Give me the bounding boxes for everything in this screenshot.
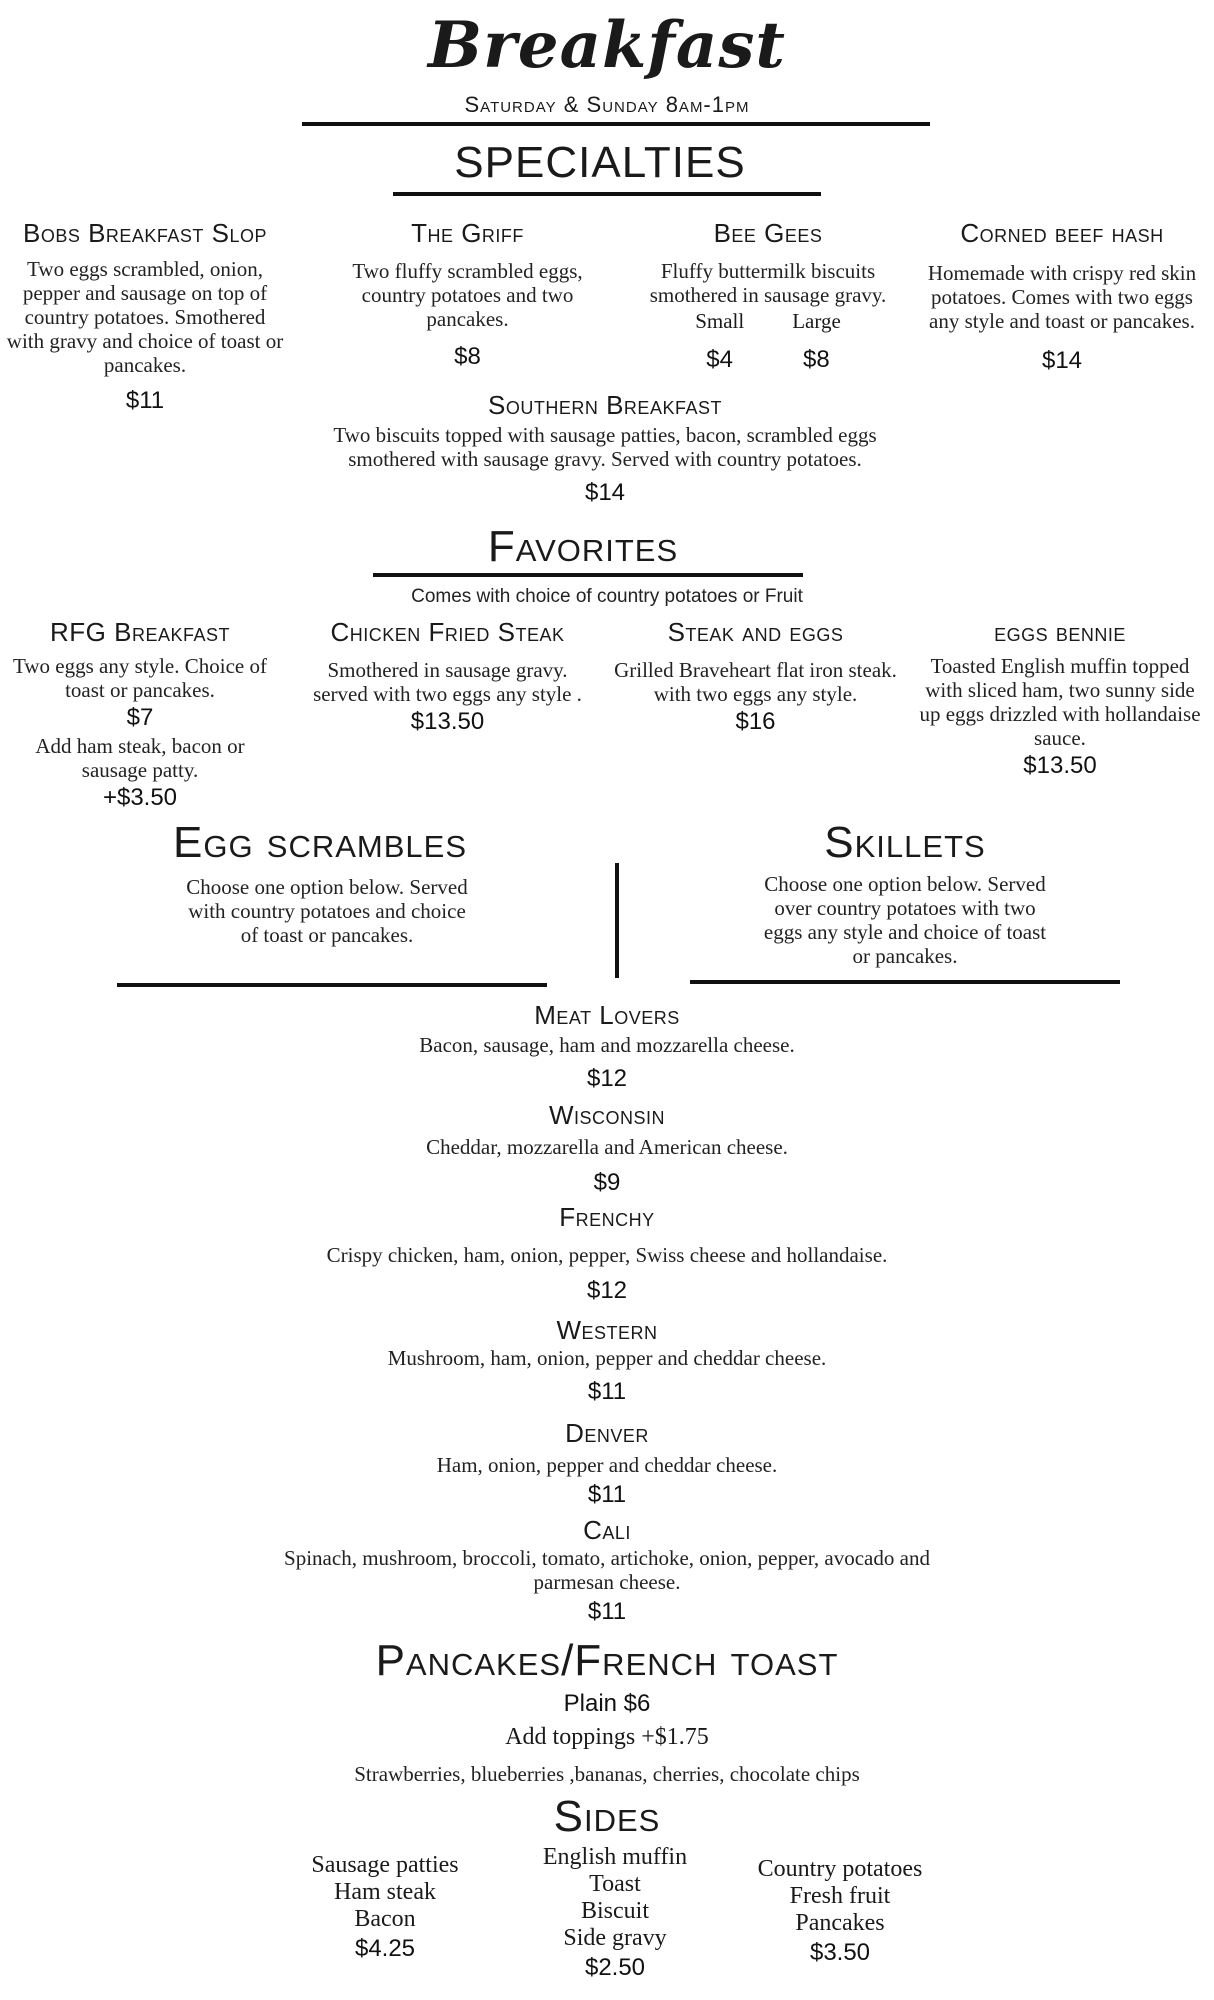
item-description: Two eggs any style. Choice of toast or pancakes. <box>13 654 267 702</box>
option-price: $11 <box>587 1378 627 1405</box>
item-name: Bee Gees <box>713 218 823 248</box>
option-item <box>257 1100 957 1197</box>
side-item: English muffin <box>542 1844 688 1870</box>
option-description: Ham, onion, pepper and cheddar cheese. <box>436 1453 778 1477</box>
skillets-title: Skillets <box>824 818 986 867</box>
sides-title: Sides <box>553 1792 661 1841</box>
price-large: $8 <box>803 346 830 373</box>
favorite-item <box>608 617 903 736</box>
option-description: Cheddar, mozzarella and American cheese. <box>426 1135 788 1159</box>
item-description: Two eggs scrambled, onion, pepper and sausage on top of country potatoes. Smothered with gravy and choice of toast or pancakes. <box>6 257 284 377</box>
header-divider <box>302 122 930 126</box>
side-item: Bacon <box>354 1906 416 1932</box>
specialty-item <box>0 218 290 415</box>
item-price: $13.50 <box>1023 752 1097 779</box>
specialty-item <box>628 218 908 374</box>
item-description: Toasted English muffin topped with sliced ham, two sunny side up eggs drizzled with hollandaise sauce. <box>919 654 1201 750</box>
option-item <box>257 1515 957 1626</box>
item-name: Bobs Breakfast Slop <box>22 218 268 248</box>
scrambles-divider <box>117 983 547 987</box>
menu-hours: Saturday & Sunday 8am-1pm <box>464 92 750 117</box>
specialty-item <box>290 390 920 507</box>
sides-group <box>510 1844 720 1982</box>
pancakes-topping-list: Strawberries, blueberries ,bananas, cherries, chocolate chips <box>354 1762 860 1786</box>
item-name: eggs bennie <box>994 617 1126 647</box>
side-price: $3.50 <box>809 1939 871 1966</box>
sides-group <box>730 1856 950 1967</box>
option-name: Wisconsin <box>548 1100 666 1130</box>
column-divider <box>615 863 619 978</box>
side-item: Country potatoes <box>757 1856 923 1882</box>
pancakes-plain: Plain $6 <box>563 1690 651 1717</box>
side-item: Side gravy <box>563 1925 667 1951</box>
option-price: $12 <box>586 1277 628 1304</box>
option-price: $11 <box>587 1598 627 1625</box>
item-description: Homemade with crispy red skin potatoes. Comes with two eggs any style and toast or pancakes. <box>927 261 1197 333</box>
specialties-divider <box>393 192 821 196</box>
item-price: $11 <box>125 387 165 414</box>
option-name: Frenchy <box>559 1202 655 1232</box>
skillets-divider <box>690 980 1120 984</box>
option-item <box>257 1000 957 1093</box>
side-item: Toast <box>589 1871 641 1897</box>
option-description: Bacon, sausage, ham and mozzarella cheese. <box>419 1033 795 1057</box>
pancakes-title: Pancakes/French toast <box>375 1636 839 1685</box>
specialty-item <box>910 218 1214 375</box>
side-item: Ham steak <box>334 1879 436 1905</box>
item-addon: Add ham steak, bacon or sausage patty. <box>35 734 245 782</box>
item-price: $13.50 <box>410 708 485 735</box>
size-small-label: Small <box>695 309 745 333</box>
menu-title: Breakfast <box>428 8 786 83</box>
side-item: Pancakes <box>795 1910 885 1936</box>
option-item <box>257 1315 957 1406</box>
item-name: The Griff <box>411 218 524 248</box>
pancakes-toppings: Add toppings +$1.75 <box>505 1724 709 1750</box>
scrambles-description: Choose one option below. Served with country potatoes and choice of toast or pancakes. <box>186 875 468 947</box>
item-addon-price: +$3.50 <box>102 784 178 811</box>
item-description: Two fluffy scrambled eggs, country potatoes and two pancakes. <box>352 259 583 331</box>
item-price: $7 <box>126 704 154 731</box>
side-price: $2.50 <box>584 1954 646 1981</box>
item-name: Southern Breakfast <box>488 390 722 420</box>
option-price: $9 <box>593 1169 621 1196</box>
skillets-description: Choose one option below. Served over country potatoes with two eggs any style and choice of toast or pancakes. <box>763 872 1047 968</box>
item-description: Two biscuits topped with sausage patties, bacon, scrambled eggs smothered with sausage gravy. Served with country potatoes. <box>333 423 877 471</box>
favorite-item <box>295 617 600 736</box>
item-price: $14 <box>584 479 626 506</box>
favorite-item <box>0 617 280 812</box>
side-price: $4.25 <box>354 1935 416 1962</box>
side-item: Fresh fruit <box>789 1883 891 1909</box>
item-name: Corned beef hash <box>960 218 1164 248</box>
size-large-label: Large <box>792 309 841 333</box>
option-price: $12 <box>586 1065 628 1092</box>
item-description: Grilled Braveheart flat iron steak. with two eggs any style. <box>614 658 897 706</box>
favorites-divider <box>373 573 803 577</box>
option-description: Crispy chicken, ham, onion, pepper, Swiss cheese and hollandaise. <box>326 1243 888 1267</box>
option-item <box>257 1418 957 1509</box>
side-item: Sausage patties <box>311 1852 459 1878</box>
option-name: Meat Lovers <box>534 1000 680 1030</box>
favorites-note: Comes with choice of country potatoes or Fruit <box>411 586 803 607</box>
option-item <box>257 1202 957 1305</box>
side-item: Biscuit <box>580 1898 649 1924</box>
favorites-title: Favorites <box>487 522 679 571</box>
option-description: Spinach, mushroom, broccoli, tomato, artichoke, onion, pepper, avocado and parmesan cheese. <box>284 1546 930 1594</box>
item-price: $16 <box>735 708 776 735</box>
price-small: $4 <box>706 346 733 373</box>
option-description: Mushroom, ham, onion, pepper and cheddar cheese. <box>387 1346 827 1370</box>
specialty-item <box>325 218 610 371</box>
option-name: Denver <box>565 1418 649 1448</box>
favorite-item <box>910 617 1210 780</box>
specialties-title: SPECIALTIES <box>454 138 746 187</box>
item-name: Steak and eggs <box>667 617 844 647</box>
item-price: $8 <box>454 343 481 370</box>
sides-group <box>280 1852 490 1963</box>
item-name: Chicken Fried Steak <box>330 617 565 647</box>
item-name: RFG Breakfast <box>50 617 230 647</box>
option-price: $11 <box>587 1481 627 1508</box>
item-price: $14 <box>1041 347 1083 374</box>
option-name: Western <box>556 1315 658 1345</box>
option-name: Cali <box>583 1515 631 1545</box>
item-description: Smothered in sausage gravy. served with two eggs any style . <box>313 658 582 706</box>
scrambles-title: Egg scrambles <box>172 818 468 867</box>
item-description: Fluffy buttermilk biscuits smothered in sausage gravy. <box>649 259 887 307</box>
